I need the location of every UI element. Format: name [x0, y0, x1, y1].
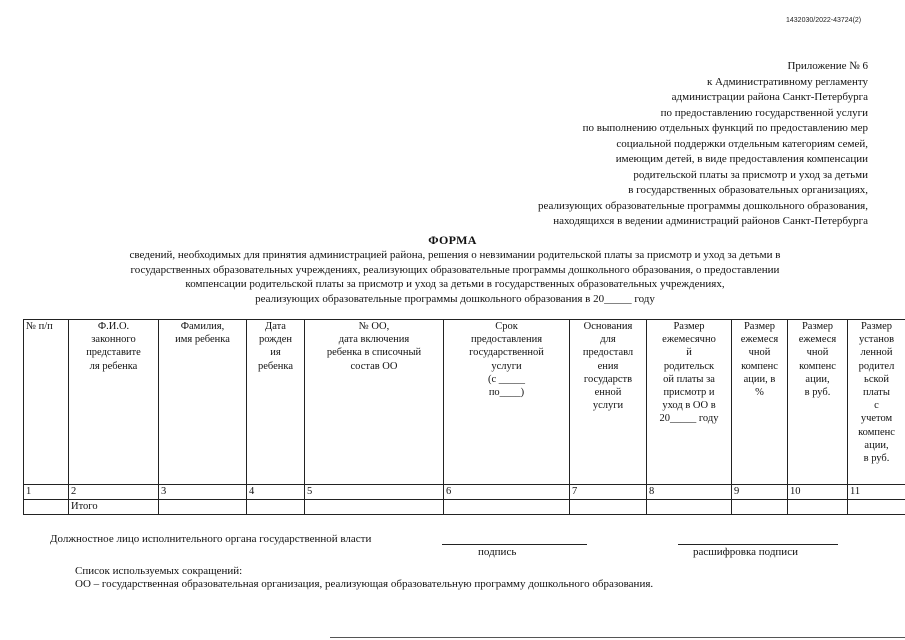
appendix-line: по предоставлению государственной услуги	[660, 106, 868, 119]
table-cell: 7	[570, 485, 647, 500]
column-header: Дата рожден ия ребенка	[247, 320, 305, 485]
appendix-line: социальной поддержки отдельным категориям семей,	[616, 137, 868, 150]
appendix-line: администрации района Санкт-Петербурга	[671, 91, 868, 103]
table-cell	[788, 500, 848, 515]
table-cell	[444, 500, 570, 515]
signature-label: подпись	[478, 546, 517, 558]
column-header: Размер ежемесячно й родительск ой платы за присмотр и уход в ОО в 20_____ году	[647, 320, 732, 485]
form-subtitle-line: реализующих образовательные программы дошкольного образования в 20_____ году	[255, 292, 655, 305]
form-subtitle-line: государственных образовательных учреждениях, реализующих образовательные программы дошкольного образования, о предоставлении	[130, 263, 780, 276]
table-cell	[570, 500, 647, 515]
decode-line	[678, 544, 838, 545]
appendix-line: по выполнению отдельных функций по предоставлению мер	[582, 122, 868, 134]
table-cell	[159, 500, 247, 515]
appendix-line: родительской платы за присмотр и уход за детьми	[633, 168, 868, 181]
page-divider	[330, 637, 905, 638]
table-cell: 6	[444, 485, 570, 500]
table-cell: 8	[647, 485, 732, 500]
form-subtitle-line: сведений, необходимых для принятия администрацией района, решения о невзимании родительской платы за присмотр и уход за детьми в	[129, 249, 781, 261]
table-cell: 10	[788, 485, 848, 500]
appendix-line: имеющим детей, в виде предоставления компенсации	[615, 153, 868, 165]
appendix-line: находящихся в ведении администраций районов Санкт-Петербурга	[553, 215, 868, 227]
appendix-line: Приложение № 6	[787, 60, 868, 72]
column-header: Ф.И.О. законного представите ля ребенка	[69, 320, 159, 485]
appendix-line: к Административному регламенту	[706, 75, 868, 88]
appendix-block	[348, 59, 868, 230]
column-header: Размер ежемеся чной компенс ации, в %	[732, 320, 788, 485]
column-header: Фамилия, имя ребенка	[159, 320, 247, 485]
column-header: Размер ежемеся чной компенс ации, в руб.	[788, 320, 848, 485]
table-cell: 5	[305, 485, 444, 500]
table-cell: 4	[247, 485, 305, 500]
header-row	[24, 320, 905, 485]
total-label: Итого	[69, 500, 159, 515]
table-cell	[732, 500, 788, 515]
table-cell	[647, 500, 732, 515]
table-cell: 1	[24, 485, 69, 500]
decode-label: расшифровка подписи	[693, 546, 798, 558]
form-subtitle-line: компенсации родительской платы за присмотр и уход за детьми в государственных образовательных учреждениях,	[185, 278, 725, 290]
appendix-line: в государственных образовательных организациях,	[628, 184, 868, 196]
form-title: ФОРМА	[428, 233, 477, 247]
data-table	[23, 319, 905, 515]
table-cell: 2	[69, 485, 159, 500]
column-header: Основания для предоставл ения государств енной услуги	[570, 320, 647, 485]
table-cell	[247, 500, 305, 515]
column-numbers-row	[24, 485, 905, 500]
official-label: Должностное лицо исполнительного органа государственной власти	[50, 533, 372, 545]
table-cell	[848, 500, 905, 515]
abbreviation-item: ОО – государственная образовательная организация, реализующая образовательную программу дошкольного образования.	[75, 578, 654, 590]
signature-line	[442, 544, 587, 545]
column-header: Размер установ ленной родител ьской платы с учетом компенс ации, в руб.	[848, 320, 905, 485]
appendix-line: реализующих образовательные программы дошкольного образования,	[537, 199, 868, 212]
document-number: 1432030/2022-43724(2)	[786, 17, 862, 24]
column-header: № п/п	[24, 320, 69, 485]
column-header: Срок предоставления государственной услуги (с _____ по____)	[444, 320, 570, 485]
table-cell: 3	[159, 485, 247, 500]
table-cell: 11	[848, 485, 905, 500]
column-header: № ОО, дата включения ребенка в списочный состав ОО	[305, 320, 444, 485]
table-cell: 9	[732, 485, 788, 500]
table-cell	[305, 500, 444, 515]
table-cell	[24, 500, 69, 515]
form-subtitle	[40, 248, 870, 306]
total-row	[24, 500, 905, 515]
abbreviations-title: Список используемых сокращений:	[75, 565, 243, 577]
